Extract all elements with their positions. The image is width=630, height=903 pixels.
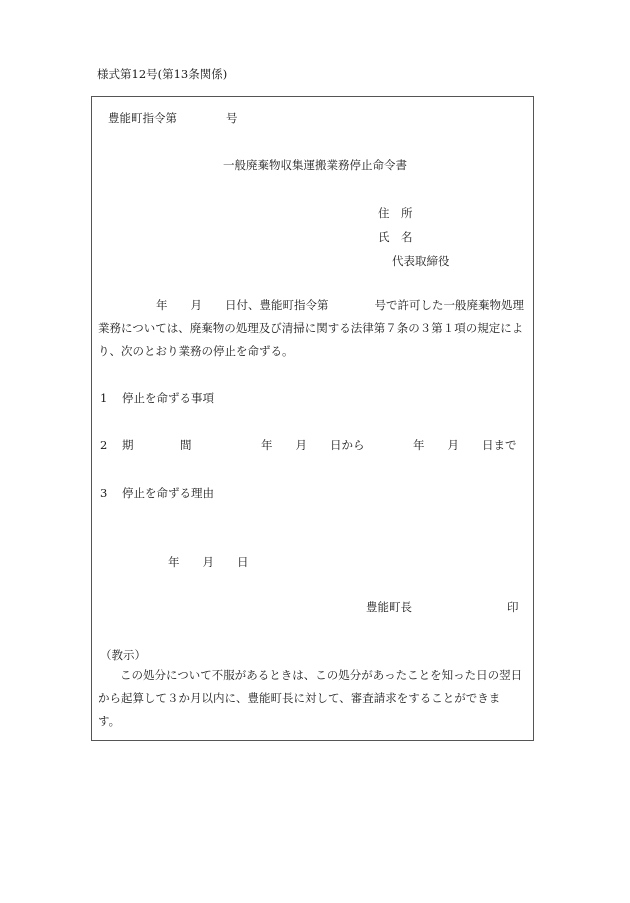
item2-label-a: 期 bbox=[122, 438, 134, 452]
body-line: り、次のとおり業務の停止を命ずる。 bbox=[98, 344, 294, 358]
seal-mark: 印 bbox=[507, 600, 519, 614]
item2-label-b: 間 bbox=[180, 438, 192, 452]
signature-title: 豊能町長 bbox=[366, 600, 412, 614]
item3-label: 停止を命ずる理由 bbox=[122, 486, 214, 500]
order-number-suffix: 号 bbox=[226, 111, 238, 125]
addressee-role: 代表取締役 bbox=[392, 254, 450, 268]
notice-line: から起算して３か月以内に、豊能町長に対して、審査請求をすることができま bbox=[98, 691, 501, 705]
form-label: 様式第12号(第13条関係) bbox=[97, 67, 228, 81]
item1-label: 停止を命ずる事項 bbox=[122, 391, 214, 405]
notice-paragraph bbox=[98, 664, 530, 733]
addressee-name: 氏 名 bbox=[378, 230, 413, 244]
item1-number: 1 bbox=[100, 391, 108, 405]
addressee-address: 住 所 bbox=[378, 206, 413, 220]
issue-date: 年 月 日 bbox=[168, 555, 249, 569]
body-paragraph bbox=[98, 294, 530, 363]
order-number-prefix: 豊能町指令第 bbox=[108, 111, 177, 125]
body-line: 年 月 日付、豊能町指令第 号で許可した一般廃棄物処理 bbox=[156, 298, 524, 312]
notice-line: す。 bbox=[98, 714, 121, 728]
body-line: 業務については、廃棄物の処理及び清掃に関する法律第７条の３第１項の規定によ bbox=[98, 321, 524, 335]
document-title: 一般廃棄物収集運搬業務停止命令書 bbox=[223, 158, 407, 172]
period-to: 年 月 日まで bbox=[413, 438, 517, 452]
period-from: 年 月 日から bbox=[261, 438, 365, 452]
item2-number: 2 bbox=[100, 438, 108, 452]
notice-heading: （教示） bbox=[100, 648, 146, 662]
item3-number: 3 bbox=[100, 486, 108, 500]
document-frame bbox=[91, 96, 534, 741]
notice-line: この処分について不服があるときは、この処分があったことを知った日の翌日 bbox=[120, 668, 523, 682]
